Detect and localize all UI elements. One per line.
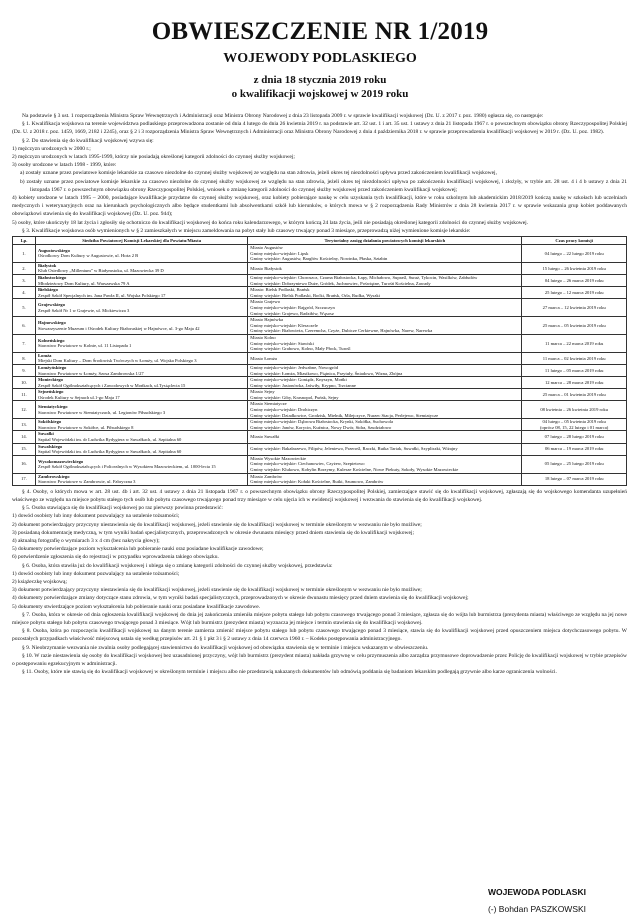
paragraph-5-item: 5) dokumenty potwierdzające poziom wykształcenia lub pobieranie nauki oraz posiadane kwalifikacje zawodowe; <box>12 546 264 553</box>
time-period: 11 marca – 22 marca 2019 roku <box>545 340 604 346</box>
column-header-time: Czas pracy komisji <box>522 237 627 245</box>
time-period: 07 lutego – 28 lutego 2019 roku <box>544 434 604 440</box>
range-line: Gminy wiejskie: Augustów, Bargłów Kościelny, Nowinka, Płaska, Sztabin <box>250 256 388 262</box>
seat-name: Łomżyńskiego <box>37 364 67 370</box>
paragraph-9: § 9. Nieobrzymanie wezwania nie zwalnia osoby podlegającej stawiennictwu do kwalifikacji wojskowej od obowiązku stawienia się w terminie i miejscu wskazanym w obwieszczeniu. <box>22 644 429 651</box>
seat-name: Białostockiego <box>37 275 67 281</box>
paragraph-7: § 7. Osoba, która w okresie od dnia ogłoszenia kwalifikacji wojskowej do dnia jej zakończenia zmieniła miejsce pobytu stałego lub pobytu czasowego trwającego ponad 3 miesiące, zgłasza się do wójta lub burmistrza (prezydenta miasta) właściwego ze względu na jej nowe miejsce pobytu stałego lub pobytu czasowego trwającego ponad 3 miesiące. Wójt lub burmistrz (prezydent miasta) wyznacza jej miejsce i termin stawienia się do kwalifikacji wojskowej. <box>12 611 627 627</box>
paragraph-8: § 8. Osoba, która po rozpoczęciu kwalifikacji wojskowej na danym terenie zamierza zmienić miejsce pobytu stałego lub pobytu czasowego trwającego ponad 3 miesiące, stawia się do kwalifikacji wojskowej przed opuszczeniem miejsca dotychczasowego pobytu. W pozostałych przypadkach właściwość miejscową ustala się według przepisów art. 21 § 1 pkt 3 i § 2 ustawy z dnia 14 czerwca 1960 r. – Kodeks postępowania administracyjnego. <box>12 628 627 643</box>
range-line: Gminy miejsko-wiejskie: Rajgród, Szczuczyn <box>250 304 335 310</box>
table-row <box>13 262 627 274</box>
cell-range <box>248 299 522 317</box>
cell-range <box>248 245 522 263</box>
cell-seat <box>35 473 247 485</box>
seat-name: Kolneńskiego <box>37 337 65 343</box>
cell-lp: 14. <box>13 431 36 443</box>
paragraph-5-item: 2) dokument potwierdzający przyczyny niestawienia się do kwalifikacji wojskowej, jeżeli stawienie się do kwalifikacji wojskowej w terminie określonym w wezwaniu nie było możliwe; <box>12 521 422 528</box>
cell-range <box>248 334 522 352</box>
column-header-range: Terytorialny zasięg działania powiatowych komisji lekarskich <box>248 237 522 245</box>
cell-time <box>522 377 627 389</box>
range-line: Gminy miejsko-wiejskie: Drohiczyn <box>250 407 318 413</box>
cell-lp: 16. <box>13 455 36 473</box>
cell-time <box>522 287 627 299</box>
seat-name: Augustowskiego <box>37 247 70 253</box>
time-period: 25 marca – 01 kwietnia 2019 roku <box>542 392 606 398</box>
paragraph-5-item: 3) posiadaną dokumentację medyczną, w tym wyniki badań specjalistycznych, przeprowadzonych w okresie dwunastu miesięcy przed dniem stawienia się do kwalifikacji wojskowej; <box>12 529 414 536</box>
range-line: Gminy wiejskie: Grajewo, Radziłów, Wąsosz <box>250 310 334 316</box>
time-period: 04 lutego – 26 marca 2019 roku <box>544 277 604 283</box>
paragraph-2-item: 3) osoby urodzone w latach 1998 - 1999, które: <box>12 162 117 169</box>
seat-address: Szpital Wojewódzki im. dr Ludwika Rydygiera w Suwałkach, ul. Szpitalna 60 <box>37 437 182 443</box>
cell-seat <box>35 317 247 335</box>
cell-range <box>248 419 522 431</box>
cell-time <box>522 419 627 431</box>
seat-name: Hajnowskiego <box>37 319 66 325</box>
range-line: Gminy miejsko-wiejskie: Kołaki Kościelne, Rutki, Szumowo, Zambrów <box>250 479 384 485</box>
cell-range <box>248 431 522 443</box>
range-line: Gminy wiejskie: Łomża, Miastkowo, Piątnica, Przytuły, Śniadowo, Wizna, Zbójna <box>250 370 403 376</box>
cell-lp: 5. <box>13 299 36 317</box>
range-line: Gminy wiejskie: Jasionówka, Jaświły, Krypno, Trzcianne <box>250 382 356 388</box>
range-line: Gminy wiejskie: Klukowo, Kobylin Borzymy, Kulesze Kościelne, Nowe Piekuty, Sokoły, Wysokie Mazowieckie <box>250 467 459 473</box>
cell-range <box>248 377 522 389</box>
cell-time <box>522 443 627 455</box>
seat-address: Starostwo Powiatowe w Siemiatyczach, ul. Legionów Piłsudskiego 3 <box>37 409 166 415</box>
cell-lp: 15. <box>13 443 36 455</box>
cell-time <box>522 275 627 287</box>
range-line: Gminy miejsko-wiejskie: Choroszcz, Czarna Białostocka, Łapy, Michałowo, Supraśl, Suraż, Tykocin, Wasilków, Zabłudów <box>250 275 478 281</box>
cell-time <box>522 299 627 317</box>
seat-name: Grajewskiego <box>37 302 65 308</box>
range-line: Gminy miejsko-wiejskie: Lipsk <box>250 250 309 256</box>
cell-seat <box>35 431 247 443</box>
table-row <box>13 377 627 389</box>
signature-title: WOJEWODA PODLASKI <box>488 887 586 897</box>
seat-address: Miejski Dom Kultury – Dom Środowisk Twórczych w Łomży, ul. Wojska Polskiego 3 <box>37 358 197 364</box>
table-row <box>13 419 627 431</box>
paragraph-2: § 2. Do stawienia się do kwalifikacji wojskowej wzywa się: <box>22 137 154 144</box>
table-row <box>13 364 627 376</box>
cell-lp: 1. <box>13 245 36 263</box>
seat-address: Starostwo Powiatowe w Kolnie, ul. 11 Listopada 1 <box>37 343 132 349</box>
cell-range <box>248 262 522 274</box>
range-line: Gminy wiejskie: Giby, Krasnopol, Puńsk, Sejny <box>250 394 339 400</box>
table-row <box>13 389 627 401</box>
time-period: 12 marca – 28 marca 2019 roku <box>544 379 604 385</box>
cell-time <box>522 317 627 335</box>
cell-seat <box>35 443 247 455</box>
cell-time <box>522 401 627 419</box>
cell-lp: 4. <box>13 287 36 299</box>
cell-seat <box>35 364 247 376</box>
seat-name: Sejneńskiego <box>37 389 64 395</box>
paragraph-2-item: 5) osoby, które ukończyły 18 lat życia i zgłosiły się ochotniczo do kwalifikacji wojskowej do końca roku kalendarzowego, w którym kończą 24 lata życia, jeśli nie posiadają określonej kategorii zdolności do czynnej służby wojskowej. <box>12 219 529 226</box>
cell-seat <box>35 389 247 401</box>
cell-range <box>248 389 522 401</box>
commissions-table <box>12 236 627 486</box>
time-period: 25 marca – 05 kwietnia 2019 roku <box>542 322 606 328</box>
cell-seat <box>35 245 247 263</box>
paragraph-11: § 11. Osoby, które nie stawią się do kwalifikacji wojskowej w określonym terminie i miejscu albo nie przedstawią nakazanych dokumentów lub odmówią poddania się badaniom lekarskim podlegają grzywnie albo karze ograniczenia wolności. <box>22 669 557 676</box>
table-row <box>13 401 627 419</box>
cell-range <box>248 401 522 419</box>
range-line: Miasto Kolno <box>250 334 276 340</box>
seat-address: Młodzieżowy Dom Kultury, ul. Warszawska 79 A <box>37 280 130 286</box>
cell-range <box>248 455 522 473</box>
range-line: Miasto Hajnówka <box>250 317 284 323</box>
cell-seat <box>35 377 247 389</box>
document-subject: o kwalifikacji wojskowej w 2019 roku <box>231 88 409 100</box>
document-issuer: WOJEWODY PODLASKIEGO <box>223 51 417 66</box>
paragraph-2-subitem: b) zostały uznane przez powiatowe komisje lekarskie za czasowo niezdolne do czynnej służby wojskowej ze względu na stan zdrowia, jeżeli okres tej niezdolności upływa po zakończeniu kwalifikacji wojskowej, i złożyły, w trybie art. 28 ust. 4 i 4 b ustawy z dnia 21 listopada 1967 r. o powszechnym obowiązku obrony Rzeczypospolitej Polskiej, wniosek o zmianę kategorii zdolności do czynnej służby wojskowej przed zakończeniem kwalifikacji wojskowej; <box>20 178 627 193</box>
paragraph-10: § 10. W razie niestawienia się osoby do kwalifikacji wojskowej bez uzasadnionej przyczyny, wójt lub burmistrz (prezydent miasta) nakłada grzywnę w celu przymuszenia albo zarządza przymusowe doprowadzenie przez Policję do kwalifikacji wojskowej w trybie przepisów o postępowaniu egzekucyjnym w administracji. <box>12 652 627 668</box>
cell-lp: 11. <box>13 389 36 401</box>
table-row <box>13 317 627 335</box>
cell-time <box>522 364 627 376</box>
cell-range <box>248 364 522 376</box>
table-row <box>13 473 627 485</box>
document-title: OBWIESZCZENIE NR 1/2019 <box>151 18 489 45</box>
cell-range <box>248 352 522 364</box>
cell-seat <box>35 262 247 274</box>
seat-address: Starostwo Powiatowe w Sokółce, ul. Piłsudskiego 8 <box>37 424 134 430</box>
paragraph-5-item: 4) aktualną fotografię o wymiarach 3 x 4 cm (bez nakrycia głowy); <box>12 538 160 545</box>
cell-seat <box>35 455 247 473</box>
time-period: 25 lutego – 12 marca 2019 roku <box>544 290 604 295</box>
table-row <box>13 275 627 287</box>
cell-time <box>522 245 627 263</box>
seat-address: Zespół Szkół Specjalnych im. Jana Pawła II, ul. Wojska Polskiego 17 <box>37 292 166 298</box>
time-period: 08 kwietnia – 26 kwietnia 2019 roku <box>540 407 608 413</box>
cell-lp: 3. <box>13 275 36 287</box>
range-line: Gminy miejsko-wiejskie: Kleszczele <box>250 322 318 328</box>
paragraph-6-item: 5) dokumenty stwierdzające poziom wykształcenia lub pobieranie nauki oraz posiadane kwalifikacje zawodowe. <box>12 603 261 610</box>
table-row <box>13 287 627 299</box>
seat-name: Wysokomazowieckiego <box>37 458 84 464</box>
time-period: 11 marca – 02 kwietnia 2019 roku <box>542 355 606 361</box>
column-header-seat: Siedziba Powiatowej Komisji Lekarskiej dla Powiatu/Miasta <box>35 237 247 245</box>
document-body <box>12 112 627 676</box>
cell-seat <box>35 287 247 299</box>
cell-lp: 7. <box>13 334 36 352</box>
seat-name: Suwałki <box>37 431 54 437</box>
range-line: Miasto Augustów <box>250 245 283 251</box>
table-header-row <box>13 237 627 245</box>
cell-lp: 8. <box>13 352 36 364</box>
paragraph-1: § 1. Kwalifikacja wojskowa na terenie województwa podlaskiego przeprowadzona zostanie od dnia 4 lutego do dnia 26 kwietnia 2019 r. na podstawie art. 32 ust. 1 i art. 35 ust. 1 ustawy z dnia 21 listopada 1967 r. o powszechnym obowiązku obrony Rzeczypospolitej Polskiej (Dz. U. z 2018 r. poz. 1459, 1669, 2182 i 2245), oraz § 2 i 3 rozporządzenia Ministra Spraw Wewnętrznych i Administracji oraz Ministra Obrony Narodowej z dnia 4 października 2018 r. w sprawie przeprowadzenia kwalifikacji wojskowej w 2019 r. (Dz. U. poz. 1982). <box>12 121 627 136</box>
table-row <box>13 245 627 263</box>
seat-address: Klub Osiedlowy „Millenium” w Białymstoku, ul. Mazowiecka 39 D <box>37 268 164 274</box>
paragraph-2-subitem: a) zostały uznane przez powiatowe komisje lekarskie za czasowo niezdolne do czynnej służby wojskowej ze względu na stan zdrowia, jeżeli okres tej niezdolności upływa przed zakończeniem kwalifikacji wojskowej, <box>20 170 497 177</box>
range-line: Gminy wiejskie: Bakałarzewo, Filipów, Jeleniewo, Przerośl, Raczki, Rutka Tartak, Suwałki, Szypliszki, Wiżajny <box>250 446 458 452</box>
time-period: 18 lutego – 07 marca 2019 roku <box>544 476 604 482</box>
paragraph-3: § 3. Kwalifikacje wojskowa osób wymienionych w § 2 zamieszkałych w miejscu zameldowania na pobyt stały lub czasowy trwający ponad 3 miesiące, przeprowadzą niżej wymienione komisje lekarskie: <box>22 227 471 234</box>
seat-name: Siemiatyckiego <box>37 404 68 410</box>
paragraph-2-item: 1) mężczyzn urodzonych w 2000 r.; <box>12 145 91 152</box>
range-line: Miasto Siemiatycze <box>250 401 287 407</box>
seat-address: Starostwo Powiatowe w Zambrowie, ul. Fabryczna 3 <box>37 479 136 485</box>
seat-address: Zespół Szkół Ogólnokształcących i Policealnych w Wysokiem Mazowieckiem, ul. 1000-lecia 15 <box>37 464 216 470</box>
table-body <box>13 245 627 486</box>
paragraph-2-item: 4) kobiety urodzone w latach 1995 – 2000, posiadające kwalifikacje przydatne do czynnej służby wojskowej, oraz kobiety pobierające naukę w celu uzyskania tych kwalifikacji, które w roku szkolnym lub akademickim 2018/2019 kończą naukę w szkołach lub uczelniach medycznych i weterynaryjnych oraz na kierunkach psychologicznych albo będące studentkami lub absolwentkami szkół lub kierunków, o których mowa w § 2 rozporządzenia Rady Ministrów z dnia 28 kwietnia 2017 r. w sprawie wskazania grup kobiet poddawanych obowiązkowi stawienia się do kwalifikacji wojskowej (Dz. U. poz. 944); <box>12 195 627 218</box>
range-line: Gminy wiejskie: Janów, Korycin, Kuźnica, Nowy Dwór, Sidra, Szudziałowo <box>250 424 392 430</box>
paragraph-4: § 4. Osoby, o których mowa w art. 28 ust. 4b i art. 32 ust. 4 ustawy z dnia 21 listopada 1967 r. o powszechnym obowiązku obrony Rzeczypospolitej Polskiej, zamierzające stawić się do kwalifikacji wojskowej, zgłaszają się do wojskowego komendanta uzupełnień właściwego ze względu na miejsce pobytu stałego tych osób lub pobytu czasowego trwającego ponad trzy miesiące w celu ujęcia ich w ewidencji wojskowej i wezwania do stawienia się do kwalifikacji wojskowej. <box>12 488 627 503</box>
time-period: 04 lutego – 22 lutego 2019 roku <box>544 250 604 256</box>
seat-address: Stowarzyszenie Muzeum i Ośrodek Kultury Białoruskiej w Hajnówce, ul. 3-go Maja 42 <box>37 325 200 331</box>
cell-lp: 10. <box>13 377 36 389</box>
seat-address: Ośrodkowy Dom Kultury w Augustowie, ul. Hoża 2 B <box>37 253 139 259</box>
paragraph-6: § 6. Osoba, która stawiła już do kwalifikacji wojskowej i ubiega się o zmianę kategorii zdolności do czynnej służby wojskowej, przedstawia: <box>22 562 333 569</box>
document-date: z dnia 18 stycznia 2019 roku <box>253 74 387 86</box>
paragraph-5: § 5. Osoba stawiająca się do kwalifikacji wojskowej po raz pierwszy powinna przedstawić: <box>22 505 223 512</box>
range-line: Miasto Suwałki <box>250 434 280 440</box>
paragraph-6-item: 1) dowód osobisty lub inny dokument pozwalający na ustalenie tożsamości; <box>12 570 180 577</box>
table-row <box>13 334 627 352</box>
cell-time <box>522 389 627 401</box>
table-row <box>13 299 627 317</box>
range-line: Gminy miejsko-wiejskie: Jedwabne, Nowogród <box>250 364 339 370</box>
cell-seat <box>35 299 247 317</box>
table-row <box>13 455 627 473</box>
range-line: Miasto Grajewo <box>250 299 281 305</box>
cell-time <box>522 262 627 274</box>
cell-seat <box>35 401 247 419</box>
paragraph-6-item: 3) dokument potwierdzający przyczyny niestawienia się do kwalifikacji wojskowej, jeżeli stawienie się do kwalifikacji wojskowej w terminie określonym w wezwaniu nie było możliwe; <box>12 587 422 594</box>
range-line: Gminy miejsko-wiejskie: Goniądz, Knyszyn, Mońki <box>250 377 347 383</box>
seat-address: Szpital Wojewódzki im. dr Ludwika Rydygiera w Suwałkach, ul. Szpitalna 60 <box>37 449 182 455</box>
seat-name: Suwalskiego <box>37 443 63 449</box>
time-period: 05 lutego – 25 lutego 2019 roku <box>544 461 604 467</box>
table-row <box>13 443 627 455</box>
time-period: 06 marca – 19 marca 2019 roku <box>544 446 604 452</box>
seat-address: Ośrodek Kultury w Sejnach ul.1-go Maja 17 <box>37 394 120 400</box>
paragraph-6-item: 4) dokumenty potwierdzające zmiany dotyczące stanu zdrowia, w tym wyniki badań specjalistycznych, przeprowadzonych w okresie dwunastu miesięcy przed dniem stawienia się do kwalifikacji wojskowej; <box>12 595 469 602</box>
seat-address: Zespół Szkół Ogólnokształcących i Zawodowych w Mońkach, ul.Tysiąclecia 15 <box>37 382 186 388</box>
cell-lp: 13. <box>13 419 36 431</box>
range-line: Gminy wiejskie: Grabowo, Kolno, Mały Płock, Turośl <box>250 346 351 352</box>
range-line: Miasto Zambrów <box>250 473 283 479</box>
table-row <box>13 431 627 443</box>
cell-range <box>248 317 522 335</box>
cell-lp: 6. <box>13 317 36 335</box>
range-line: Miasto Wysokie Mazowieckie <box>250 455 307 461</box>
cell-lp: 2. <box>13 262 36 274</box>
seat-name: Łomża <box>37 352 52 358</box>
range-line: Miasto Białystok <box>250 265 282 271</box>
range-line: Gminy wiejskie: Białowieża, Czeremcha, Czyże, Dubicze Cerkiewne, Hajnówka, Narew, Narewka <box>250 328 433 334</box>
time-period: 04 lutego – 05 kwietnia 2019 roku <box>542 419 606 425</box>
cell-lp: 12. <box>13 401 36 419</box>
seat-name: Białystok <box>37 262 57 268</box>
range-line: Gminy miejsko-wiejskie: Stawiski <box>250 340 314 346</box>
range-line: Miasto Łomża <box>250 355 277 361</box>
range-line: Gminy wiejskie: Dziadkowice, Grodzisk, Mielnik, Milejczyce, Nurzec Stacja, Perlejewo, Siemiatycze <box>250 412 439 418</box>
range-line: Miasto Sejny <box>250 389 275 395</box>
range-line: Gminy wiejskie: Dobrzyniewo Duże, Gródek, Juchnowiec, Poświętne, Turośń Kościelna, Zawady <box>250 280 431 286</box>
range-line: Gminy wiejskie: Bielsk Podlaski, Boćki, Brańsk, Orla, Rudka, Wyszki <box>250 292 380 298</box>
seat-address: Starostwo Powiatowe w Łomży, Szosa Zambrowska 1/27 <box>37 370 144 376</box>
seat-name: Sokólskiego <box>37 419 62 425</box>
paragraph-5-item: 6) potwierdzenie zgłoszenia się do rejestracji w przypadku wprowadzenia takiego obowiązku. <box>12 554 219 561</box>
range-line: Gminy miejsko-wiejskie: Dąbrowa Białostocka, Krynki, Sokółka, Suchowola <box>250 419 394 425</box>
signature-name: (-) Bohdan PASZKOWSKI <box>487 904 587 914</box>
cell-range <box>248 473 522 485</box>
cell-seat <box>35 352 247 364</box>
cell-lp: 17. <box>13 473 36 485</box>
paragraph-5-item: 1) dowód osobisty lub inny dokument pozwalający na ustalenie tożsamości; <box>12 513 180 520</box>
time-note: (oprócz 08, 15, 22 lutego i 01 marca) <box>540 424 609 430</box>
cell-range <box>248 275 522 287</box>
paragraph-6-item: 2) książeczkę wojskową; <box>12 579 67 586</box>
table-row <box>13 352 627 364</box>
cell-time <box>522 473 627 485</box>
seat-address: Zespół Szkół Nr 1 w Grajewie, ul. Mickiewicza 3 <box>37 307 130 313</box>
cell-range <box>248 287 522 299</box>
time-period: 15 lutego – 26 kwietnia 2019 roku <box>542 265 606 271</box>
paragraph-2-item: 2) mężczyzn urodzonych w latach 1995-1999, którzy nie posiadają określonej kategorii zdolności do czynnej służby wojskowej; <box>12 154 295 161</box>
seat-name: Bielskiego <box>37 287 58 293</box>
range-line: Miasto: Bielsk Podlaski, Brańsk <box>250 287 310 293</box>
cell-seat <box>35 419 247 431</box>
time-period: 27 marca – 12 kwietnia 2019 roku <box>542 304 606 310</box>
column-header-lp: Lp. <box>13 237 36 245</box>
cell-time <box>522 334 627 352</box>
cell-seat <box>35 275 247 287</box>
cell-seat <box>35 334 247 352</box>
intro-paragraph: Na podstawie § 3 ust. 1 rozporządzenia Ministra Spraw Wewnętrznych i Administracji oraz Ministra Obrony Narodowej z dnia 23 listopada 2009 r. w sprawie kwalifikacji wojskowej (Dz. U. z 2017 r. poz. 1980) ogłasza się, co następuje: <box>22 113 544 119</box>
cell-time <box>522 431 627 443</box>
seat-name: Monieckiego <box>37 377 63 383</box>
cell-time <box>522 352 627 364</box>
cell-time <box>522 455 627 473</box>
cell-lp: 9. <box>13 364 36 376</box>
cell-range <box>248 443 522 455</box>
seat-name: Zambrowskiego <box>37 473 70 479</box>
range-line: Gminy miejsko-wiejskie: Ciechanowiec, Czyżew, Szepietowo <box>250 461 365 467</box>
time-period: 11 lutego – 05 marca 2019 roku <box>544 367 604 373</box>
